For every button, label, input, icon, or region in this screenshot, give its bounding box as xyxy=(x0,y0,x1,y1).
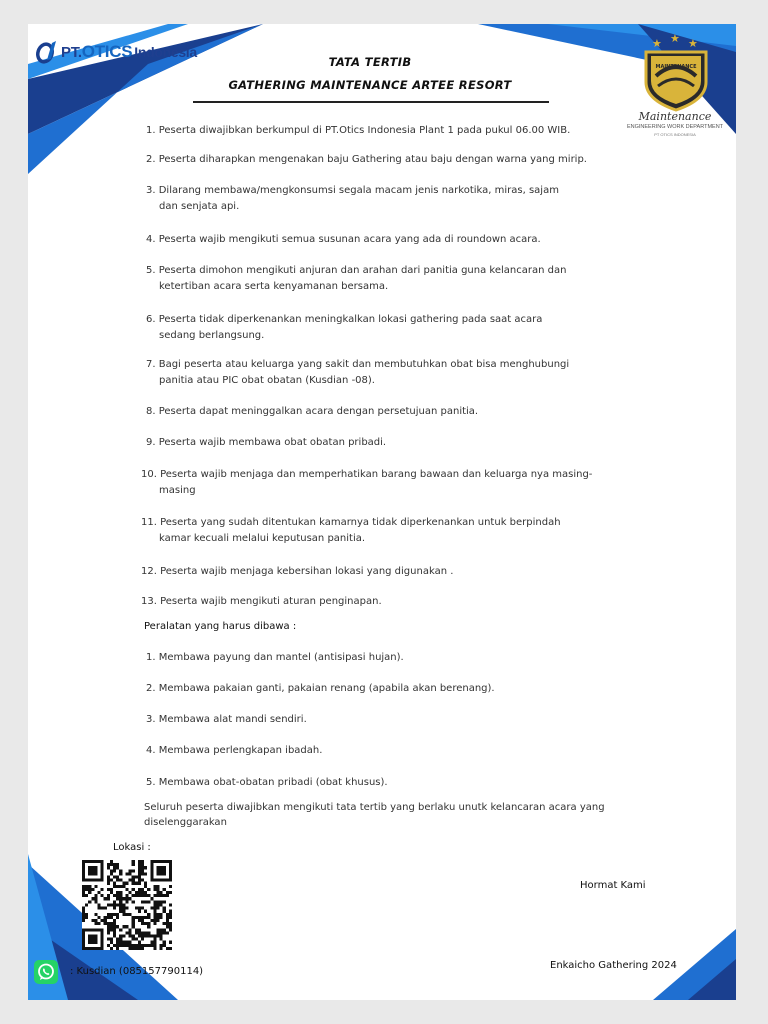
document-page xyxy=(28,24,736,1000)
rule-item-line: kamar kecuali melalui keputusan panitia. xyxy=(159,533,366,544)
rule-item-line: 12. Peserta wajib menjaga kebersihan lokasi yang digunakan . xyxy=(141,566,454,577)
otics-logo-icon xyxy=(34,39,60,65)
rule-item-line: 9. Peserta wajib membawa obat obatan pribadi. xyxy=(146,437,387,448)
equipment-item: 4. Membawa perlengkapan ibadah. xyxy=(146,745,323,756)
rule-item-line: 13. Peserta wajib mengikuti aturan penginapan. xyxy=(141,596,382,607)
equipment-item: 5. Membawa obat-obatan pribadi (obat khusus). xyxy=(146,777,388,788)
company-logo xyxy=(34,38,197,66)
rule-item-line: dan senjata api. xyxy=(159,201,240,212)
logo-pt-text: PT. xyxy=(61,43,82,61)
equipment-item: 3. Membawa alat mandi sendiri. xyxy=(146,714,307,725)
badge-department-text: ENGINEERING WORK DEPARTMENT xyxy=(626,124,724,130)
equipment-item: 1. Membawa payung dan mantel (antisipasi hujan). xyxy=(146,652,404,663)
badge-script-text: Maintenance xyxy=(638,110,712,123)
rule-item-line: 3. Dilarang membawa/mengkonsumsi segala macam jenis narkotika, miras, sajam xyxy=(146,185,559,196)
svg-text:★: ★ xyxy=(670,33,680,45)
whatsapp-icon xyxy=(34,960,58,984)
contact-person-text: : Kusdian (085157790114) xyxy=(70,966,204,977)
rule-item-line: 5. Peserta dimohon mengikuti anjuran dan arahan dari panitia guna kelancaran dan xyxy=(146,265,567,276)
rule-item-line: masing xyxy=(159,485,196,496)
rule-item-line: 11. Peserta yang sudah ditentukan kamarnya tidak diperkenankan untuk berpindah xyxy=(141,517,561,528)
closing-line: diselenggarakan xyxy=(144,817,227,828)
rule-item-line: panitia atau PIC obat obatan (Kusdian -08). xyxy=(159,375,375,386)
rule-item-line: 7. Bagi peserta atau keluarga yang sakit dan membutuhkan obat bisa menghubungi xyxy=(146,359,570,370)
closing-line: Seluruh peserta diwajibkan mengikuti tata tertib yang berlaku unutk kelancaran acara yang xyxy=(144,802,605,813)
decorative-corner-shapes xyxy=(28,24,736,1000)
equipment-heading: Peralatan yang harus dibawa : xyxy=(144,621,297,632)
logo-otics-text: OTICS xyxy=(81,42,133,61)
rule-item-line: ketertiban acara serta kenyamanan bersama. xyxy=(159,281,389,292)
location-label: Lokasi : xyxy=(113,842,151,853)
location-qr-code[interactable] xyxy=(82,860,172,950)
svg-text:★: ★ xyxy=(652,38,662,50)
rule-item-line: 1. Peserta diwajibkan berkumpul di PT.Otics Indonesia Plant 1 pada pukul 06.00 WIB. xyxy=(146,125,571,136)
title-underline xyxy=(193,101,549,103)
document-subtitle: GATHERING MAINTENANCE ARTEE RESORT xyxy=(228,78,512,92)
rule-item-line: 8. Peserta dapat meninggalkan acara dengan persetujuan panitia. xyxy=(146,406,479,417)
sign-off-text: Hormat Kami xyxy=(580,880,646,891)
badge-top-text: MAINTENANCE xyxy=(655,64,697,70)
equipment-item: 2. Membawa pakaian ganti, pakaian renang (apabila akan berenang). xyxy=(146,683,495,694)
rule-item-line: 4. Peserta wajib mengikuti semua susunan acara yang ada di roundown acara. xyxy=(146,234,541,245)
rule-item-line: 2. Peserta diharapkan mengenakan baju Gathering atau baju dengan warna yang mirip. xyxy=(146,154,587,165)
rule-item-line: 10. Peserta wajib menjaga dan memperhatikan barang bawaan dan keluarga nya masing- xyxy=(141,469,593,480)
maintenance-badge-icon xyxy=(616,28,736,148)
logo-indonesia-text: Indonesia xyxy=(134,44,197,60)
rule-item-line: 6. Peserta tidak diperkenankan meningkalkan lokasi gathering pada saat acara xyxy=(146,314,543,325)
svg-text:★: ★ xyxy=(688,38,698,50)
event-name: Enkaicho Gathering 2024 xyxy=(550,960,677,971)
badge-company-text: PT OTICS INDONESIA xyxy=(654,132,696,137)
rule-item-line: sedang berlangsung. xyxy=(159,330,265,341)
document-title: TATA TERTIB xyxy=(328,55,412,69)
